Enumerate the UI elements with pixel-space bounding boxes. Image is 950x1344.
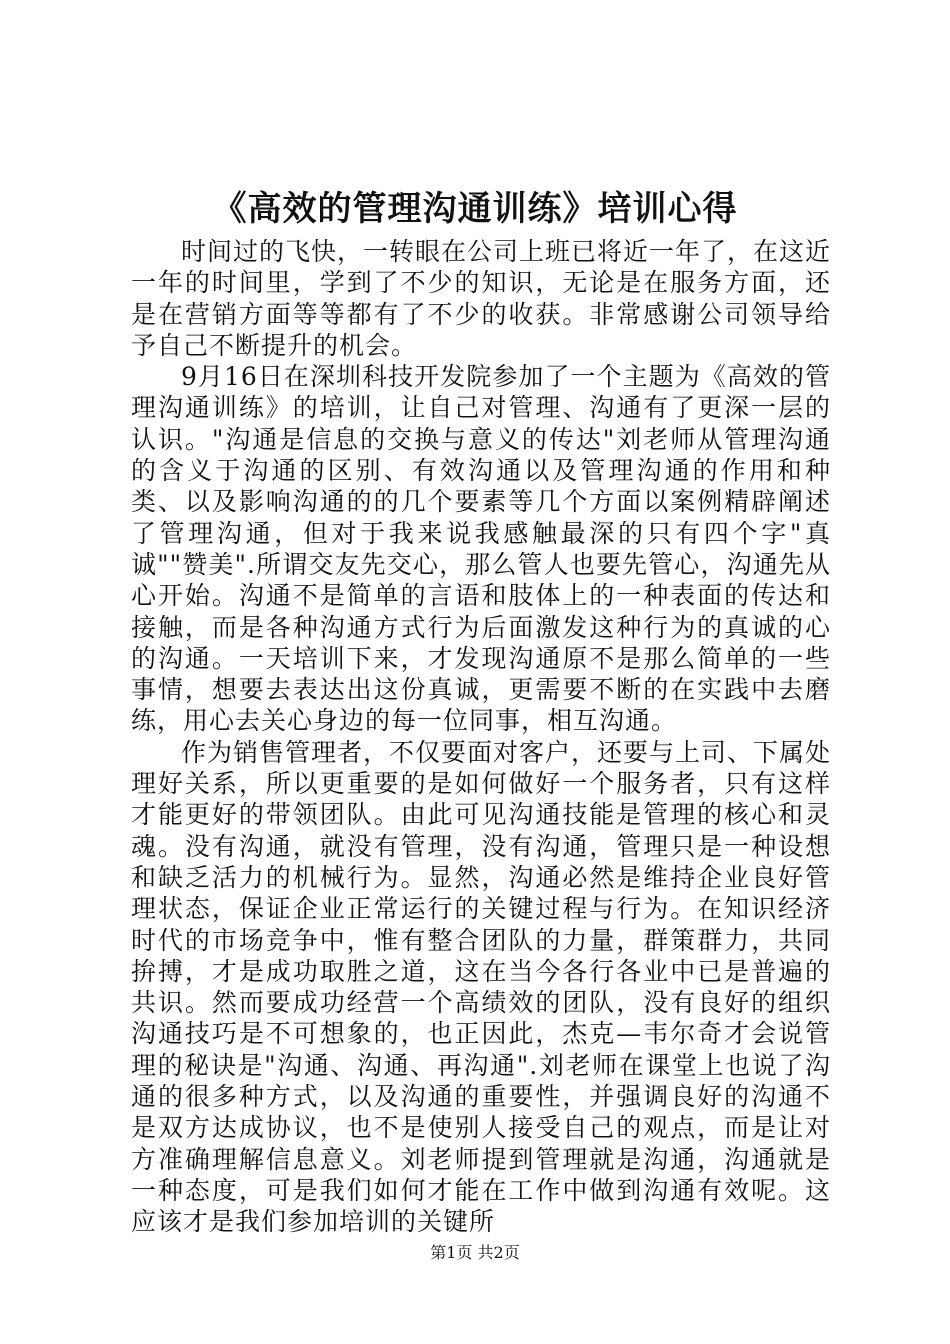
- paragraph-2: 9月16日在深圳科技开发院参加了一个主题为《高效的管理沟通训练》的培训，让自己对管理、沟通有了更深一层的认识。"沟通是信息的交换与意义的传达"刘老师从管理沟通的含义于沟通的区别、有效沟通以及管理沟通的作用和种类、以及影响沟通的的几个要素等几个方面以案例精辟阐述了管理沟通，但对于我来说我感触最深的只有四个字"真诚""赞美".所谓交友先交心，那么管人也要先管心，沟通先从心开始。沟通不是简单的言语和肢体上的一种表面的传达和接触，而是各种沟通方式行为后面激发这种行为的真诚的心的沟通。一天培训下来，才发现沟通原不是那么简单的一些事情，想要去表达出这份真诚，更需要不断的在实践中去磨练，用心去关心身边的每一位同事，相互沟通。: [131, 362, 831, 736]
- page-footer: 第1页 共2页: [430, 1243, 520, 1262]
- document-body: [131, 236, 831, 1238]
- document-title: 《高效的管理沟通训练》培训心得: [212, 189, 738, 229]
- paragraph-3: 作为销售管理者，不仅要面对客户，还要与上司、下属处理好关系，所以更重要的是如何做好一个服务者，只有这样才能更好的带领团队。由此可见沟通技能是管理的核心和灵魂。没有沟通，就没有管理，没有沟通，管理只是一种设想和缺乏活力的机械行为。显然，沟通必然是维持企业良好管理状态，保证企业正常运行的关键过程与行为。在知识经济时代的市场竞争中，惟有整合团队的力量，群策群力，共同拚搏，才是成功取胜之道，这在当今各行各业中已是普遍的共识。然而要成功经营一个高绩效的团队，没有良好的组织沟通技巧是不可想象的，也正因此，杰克—韦尔奇才会说管理的秘诀是"沟通、沟通、再沟通".刘老师在课堂上也说了沟通的很多种方式，以及沟通的重要性，并强调良好的沟通不是双方达成协议，也不是使别人接受自己的观点，而是让对方准确理解信息意义。刘老师提到管理就是沟通，沟通就是一种态度，可是我们如何才能在工作中做到沟通有效呢。这应该才是我们参加培训的关键所: [131, 737, 832, 1237]
- paragraph-1: 时间过的飞快，一转眼在公司上班已将近一年了，在这近一年的时间里，学到了不少的知识，无论是在服务方面，还是在营销方面等等都有了不少的收获。非常感谢公司领导给予自己不断提升的机会。: [131, 237, 832, 360]
